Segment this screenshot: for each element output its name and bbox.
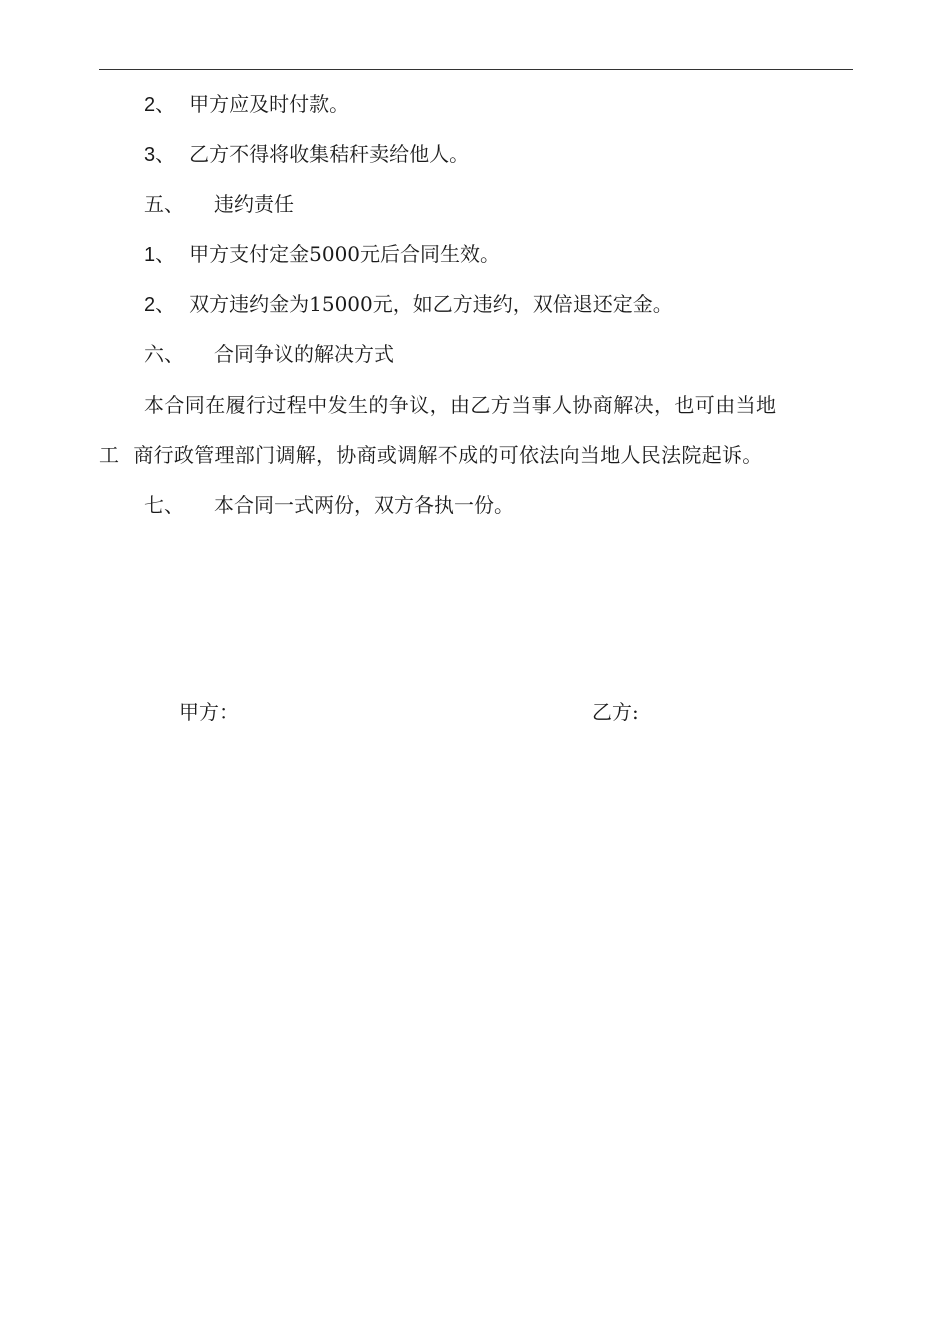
paragraph-text: 商行政管理部门调解，协商或调解不成的可依法向当地人民法院起诉。	[133, 443, 763, 467]
clause-2-penalty	[144, 292, 673, 317]
section-7-clause	[144, 493, 514, 517]
section-5-heading	[144, 192, 294, 216]
section-title: 合同争议的解决方式	[214, 342, 394, 366]
signature-party-a	[179, 700, 239, 724]
clause-text: 甲方应及时付款。	[189, 92, 350, 116]
clause-number: 1、	[144, 244, 176, 266]
section-number: 六、	[144, 342, 184, 366]
section-number: 七、	[144, 493, 184, 517]
section-number: 五、	[144, 192, 184, 216]
paragraph-text-start: 工	[99, 443, 120, 467]
dispute-paragraph-line-2	[99, 443, 763, 467]
clause-text: 双方违约金为15000元，如乙方违约，双倍退还定金。	[189, 292, 673, 316]
party-a-label: 甲方：	[179, 700, 239, 724]
header-rule	[99, 69, 853, 70]
clause-2-payment	[144, 92, 349, 117]
section-title: 违约责任	[214, 192, 294, 216]
dispute-paragraph-line-1	[144, 393, 776, 417]
signature-party-b	[592, 700, 639, 724]
clause-number: 3、	[144, 144, 176, 166]
section-text: 本合同一式两份，双方各执一份。	[214, 493, 514, 517]
party-b-label: 乙方:	[592, 700, 639, 724]
clause-number: 2、	[144, 94, 176, 116]
clause-3-no-resale	[144, 142, 469, 167]
paragraph-text: 本合同在履行过程中发生的争议，由乙方当事人协商解决，也可由当地	[144, 393, 777, 417]
clause-text: 甲方支付定金5000元后合同生效。	[189, 242, 501, 266]
clause-text: 乙方不得将收集秸秆卖给他人。	[189, 142, 470, 166]
clause-1-deposit	[144, 242, 500, 267]
section-6-heading	[144, 342, 394, 366]
clause-number: 2、	[144, 294, 176, 316]
